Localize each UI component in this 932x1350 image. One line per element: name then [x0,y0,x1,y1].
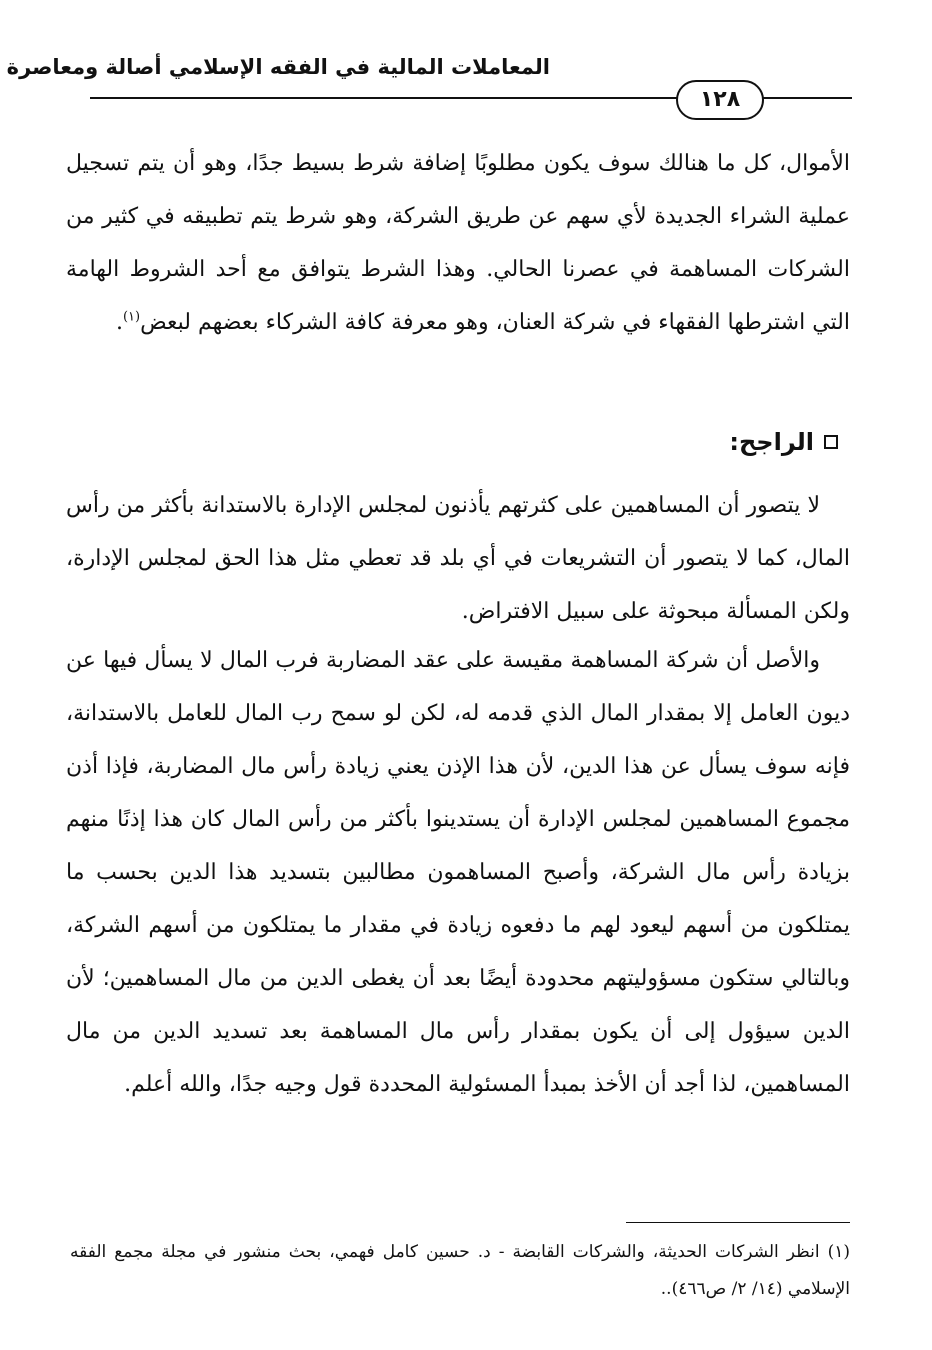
paragraph-block-3 [66,634,850,1111]
section-heading-text: الراجح: [729,428,814,456]
section-heading [729,422,838,462]
paragraph-3: والأصل أن شركة المساهمة مقيسة على عقد المضاربة فرب المال لا يسأل فيها عن ديون العامل إلا بمقدار المال الذي قدمه له، لكن لو سمح رب المال للعامل بالاستدانة، فإنه سوف يسأل عن هذا الدين، لأن هذا الإذن يعني زيادة رأس مال المضاربة، فإذا أذن مجموع المساهمين لمجلس الإدارة أن يستدينوا بأكثر من رأس المال كان هذا إذنًا منهم بزيادة رأس مال الشركة، وأصبح المساهمون مطالبين بتسديد هذا الدين بحسب ما يمتلكون من أسهم ليعود لهم ما دفعوه زيادة في مقدار ما يمتلكون من أسهم الشركة، وبالتالي ستكون مسؤوليتهم محدودة أيضًا بعد أن يغطى الدين من مال المساهمين؛ لأن الدين سيؤول إلى أن يكون بمقدار رأس مال المساهمة بعد تسديد الدين من مال المساهمين، لذا أجد أن الأخذ بمبدأ المسئولية المحددة قول وجيه جدًا، والله أعلم. [66,648,850,1097]
footnote-separator [626,1222,850,1223]
paragraph-1-end: . [115,310,123,335]
paragraph-continuation [66,137,850,349]
footnote-reference[interactable]: (١) [122,309,141,325]
running-title: المعاملات المالية في الفقه الإسلامي أصالة ومعاصرة [6,55,550,79]
paragraph-block-2 [66,479,850,638]
footnote-1: (١) انظر الشركات الحديثة، والشركات القابضة - د. حسين كامل فهمي، بحث منشور في مجلة مجمع الفقه الإسلامي (١٤/ ٢/ ص٤٦٦).. [70,1242,850,1299]
paragraph-2: لا يتصور أن المساهمين على كثرتهم يأذنون لمجلس الإدارة بالاستدانة بأكثر من رأس المال، كما لا يتصور أن التشريعات في أي بلد قد تعطي مثل هذا الحق لمجلس الإدارة، ولكن المسألة مبحوثة على سبيل الافتراض. [66,493,850,624]
paragraph-1-text: الأموال، كل ما هنالك سوف يكون مطلوبًا إضافة شرط بسيط جدًا، وهو أن يتم تسجيل عملية الشراء الجديدة لأي سهم عن طريق الشركة، وهو شرط يتم تطبيقه في كثير من الشركات المساهمة في عصرنا الحالي. وهذا الشرط يتوافق مع أحد الشروط الهامة التي اشترطها الفقهاء في شركة العنان، وهو معرفة كافة الشركاء بعضهم لبعض [66,151,850,335]
paragraph-1 [66,137,850,349]
page-number: ١٢٨ [676,80,764,120]
square-bullet-icon [824,435,838,449]
footnotes [70,1234,850,1308]
